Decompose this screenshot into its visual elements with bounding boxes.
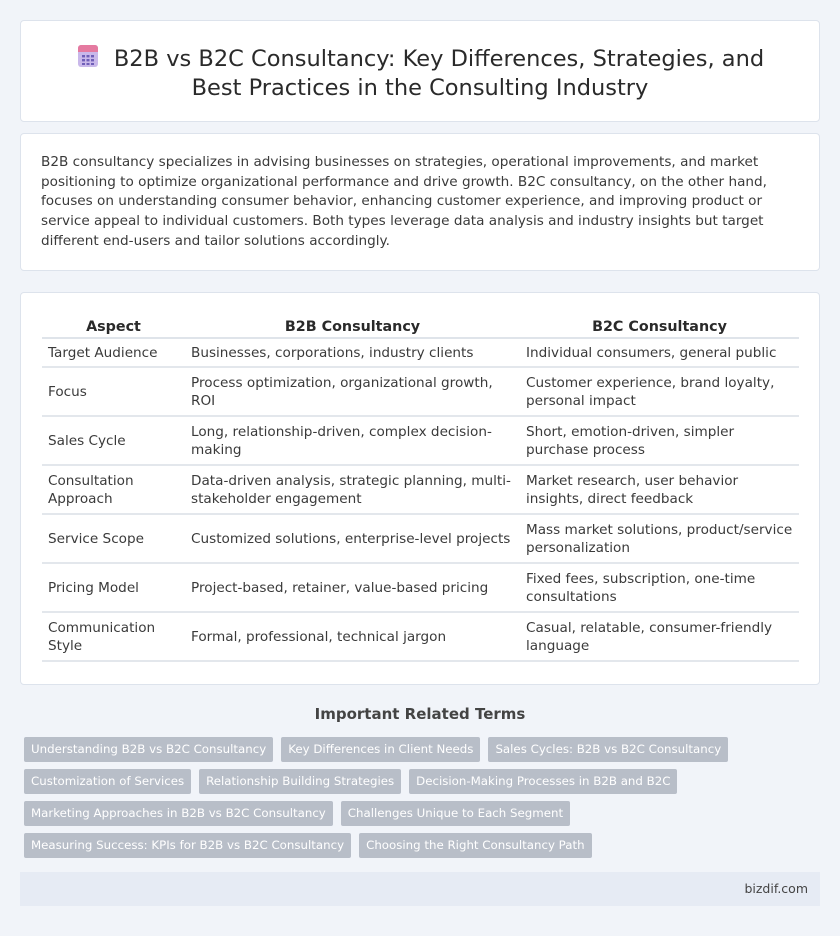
footer-site[interactable]: bizdif.com (744, 881, 808, 896)
header-aspect: Aspect (42, 317, 185, 339)
table-row (42, 466, 799, 515)
related-term-tag[interactable]: Decision-Making Processes in B2B and B2C (409, 769, 677, 794)
related-terms-title: Important Related Terms (314, 705, 526, 723)
related-term-tag[interactable]: Key Differences in Client Needs (281, 737, 480, 762)
title-wrap (61, 44, 779, 103)
cell-b2c: Mass market solutions, product/service personalization (520, 515, 799, 564)
cell-aspect: Pricing Model (42, 564, 185, 613)
related-term-tag[interactable]: Challenges Unique to Each Segment (341, 801, 570, 826)
cell-aspect: Focus (42, 368, 185, 417)
cell-b2b: Customized solutions, enterprise-level projects (185, 515, 520, 564)
footer (20, 872, 820, 906)
intro-paragraph: B2B consultancy specializes in advising businesses on strategies, operational improvements, and market positioning to optimize organizational performance and drive growth. B2C consultancy, on the other hand, focuses on understanding consumer behavior, enhancing customer experience, and improving product or service appeal to individual customers. Both types leverage data analysis and industry insights but target different end-users and tailor solutions accordingly. (41, 154, 767, 249)
table-row (42, 564, 799, 613)
tag-row (24, 833, 704, 858)
cell-b2c: Customer experience, brand loyalty, personal impact (520, 368, 799, 417)
tag-row (24, 769, 704, 794)
cell-b2b: Formal, professional, technical jargon (185, 613, 520, 662)
cell-b2c: Individual consumers, general public (520, 339, 799, 368)
comparison-card (20, 292, 820, 685)
tag-row (24, 801, 704, 826)
cell-b2b: Project-based, retainer, value-based pricing (185, 564, 520, 613)
cell-b2b: Long, relationship-driven, complex decision-making (185, 417, 520, 466)
related-term-tag[interactable]: Understanding B2B vs B2C Consultancy (24, 737, 273, 762)
related-term-tag[interactable]: Marketing Approaches in B2B vs B2C Consultancy (24, 801, 333, 826)
calculator-icon (76, 44, 100, 68)
cell-b2c: Short, emotion-driven, simpler purchase process (520, 417, 799, 466)
cell-aspect: Service Scope (42, 515, 185, 564)
related-term-tag[interactable]: Choosing the Right Consultancy Path (359, 833, 592, 858)
tag-row (24, 737, 722, 762)
table-row (42, 368, 799, 417)
table-header-row (42, 317, 799, 339)
cell-b2b: Data-driven analysis, strategic planning, multi-stakeholder engagement (185, 466, 520, 515)
cell-b2c: Fixed fees, subscription, one-time consultations (520, 564, 799, 613)
page-title: B2B vs B2C Consultancy: Key Differences, Strategies, and Best Practices in the Consulting Industry (113, 46, 765, 101)
header-b2c: B2C Consultancy (520, 317, 799, 339)
comparison-table (42, 317, 799, 662)
title-card (20, 20, 820, 122)
table-row (42, 417, 799, 466)
cell-b2b: Process optimization, organizational growth, ROI (185, 368, 520, 417)
related-term-tag[interactable]: Sales Cycles: B2B vs B2C Consultancy (488, 737, 728, 762)
table-row (42, 613, 799, 662)
table-row (42, 515, 799, 564)
table-row (42, 339, 799, 368)
cell-aspect: Communication Style (42, 613, 185, 662)
related-term-tag[interactable]: Relationship Building Strategies (199, 769, 401, 794)
cell-aspect: Target Audience (42, 339, 185, 368)
header-b2b: B2B Consultancy (185, 317, 520, 339)
cell-aspect: Consultation Approach (42, 466, 185, 515)
cell-b2c: Casual, relatable, consumer-friendly language (520, 613, 799, 662)
cell-aspect: Sales Cycle (42, 417, 185, 466)
cell-b2b: Businesses, corporations, industry clients (185, 339, 520, 368)
intro-card (20, 133, 820, 271)
related-term-tag[interactable]: Customization of Services (24, 769, 191, 794)
cell-b2c: Market research, user behavior insights, direct feedback (520, 466, 799, 515)
related-term-tag[interactable]: Measuring Success: KPIs for B2B vs B2C Consultancy (24, 833, 351, 858)
related-terms-tags (24, 737, 722, 865)
